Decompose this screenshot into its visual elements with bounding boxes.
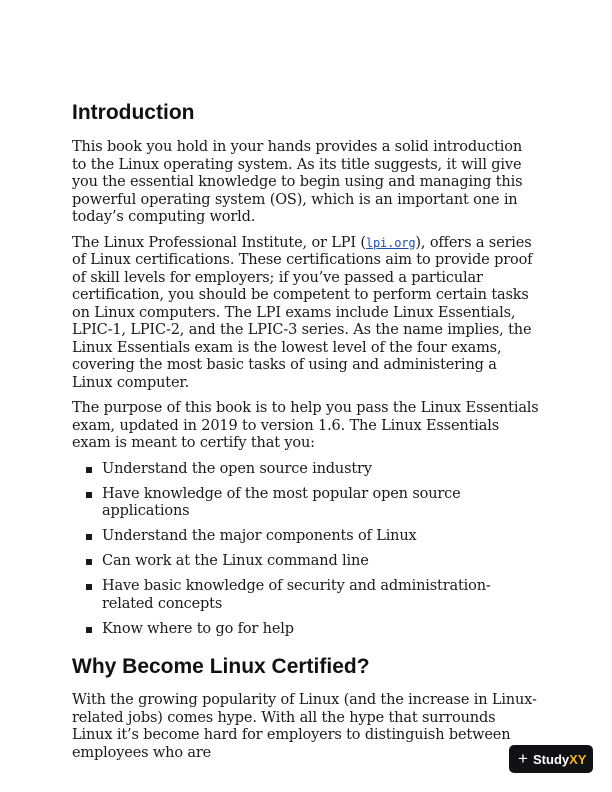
intro-paragraph-2-end: ), offers a series of Linux certifications. These certifications aim to provide proof of skill levels for employers; if you’ve passed a particular certification, you should be competent to perform certain tasks on Linux computers. The LPI exams include Linux Essentials, LPIC-1, LPIC-2, and the LPIC-3 series. As the name implies, the Linux Essentials exam is the lowest level of the four exams, covering the most basic tasks of using and administering a Linux computer.: [72, 234, 533, 391]
intro-paragraph-2-start: The Linux Professional Institute, or LPI (: [72, 234, 366, 251]
section-heading-introduction: Introduction: [72, 101, 195, 124]
intro-paragraph-2: [72, 235, 540, 393]
intro-paragraph-3: The purpose of this book is to help you pass the Linux Essentials exam, updated in 2019 to version 1.6. The Linux Essentials exam is meant to certify that you:: [72, 400, 539, 451]
plus-icon: +: [518, 749, 528, 768]
list-item: Understand the major components of Linux: [72, 528, 540, 546]
square-bullet-icon: [86, 467, 92, 473]
square-bullet-icon: [86, 492, 92, 498]
certification-goals-list: [72, 461, 540, 639]
section-heading-why-certified: Why Become Linux Certified?: [72, 655, 370, 678]
list-item: Know where to go for help: [72, 621, 540, 639]
studyxy-badge[interactable]: [509, 745, 593, 773]
list-item: Understand the open source industry: [72, 461, 540, 479]
badge-brand-study: Study: [533, 751, 570, 767]
intro-paragraph-1: This book you hold in your hands provides a solid introduction to the Linux operating system. As its title suggests, it will give you the essential knowledge to begin using and managing this powerful operating system (OS), which is an important one in today’s computing world.: [72, 139, 523, 225]
lpi-link[interactable]: lpi.org: [365, 235, 416, 250]
square-bullet-icon: [86, 534, 92, 540]
square-bullet-icon: [86, 627, 92, 633]
square-bullet-icon: [86, 559, 92, 565]
square-bullet-icon: [86, 584, 92, 590]
list-item: Have basic knowledge of security and administration-related concepts: [72, 578, 540, 613]
list-item: Have knowledge of the most popular open source applications: [72, 486, 540, 521]
certified-paragraph-1: With the growing popularity of Linux (and the increase in Linux-related jobs) comes hype. With all the hype that surrounds Linux it’s become hard for employers to distinguish between employees who are: [72, 692, 537, 761]
page-content: [72, 100, 540, 770]
badge-brand-xy: XY: [569, 751, 587, 767]
list-item: Can work at the Linux command line: [72, 553, 540, 571]
